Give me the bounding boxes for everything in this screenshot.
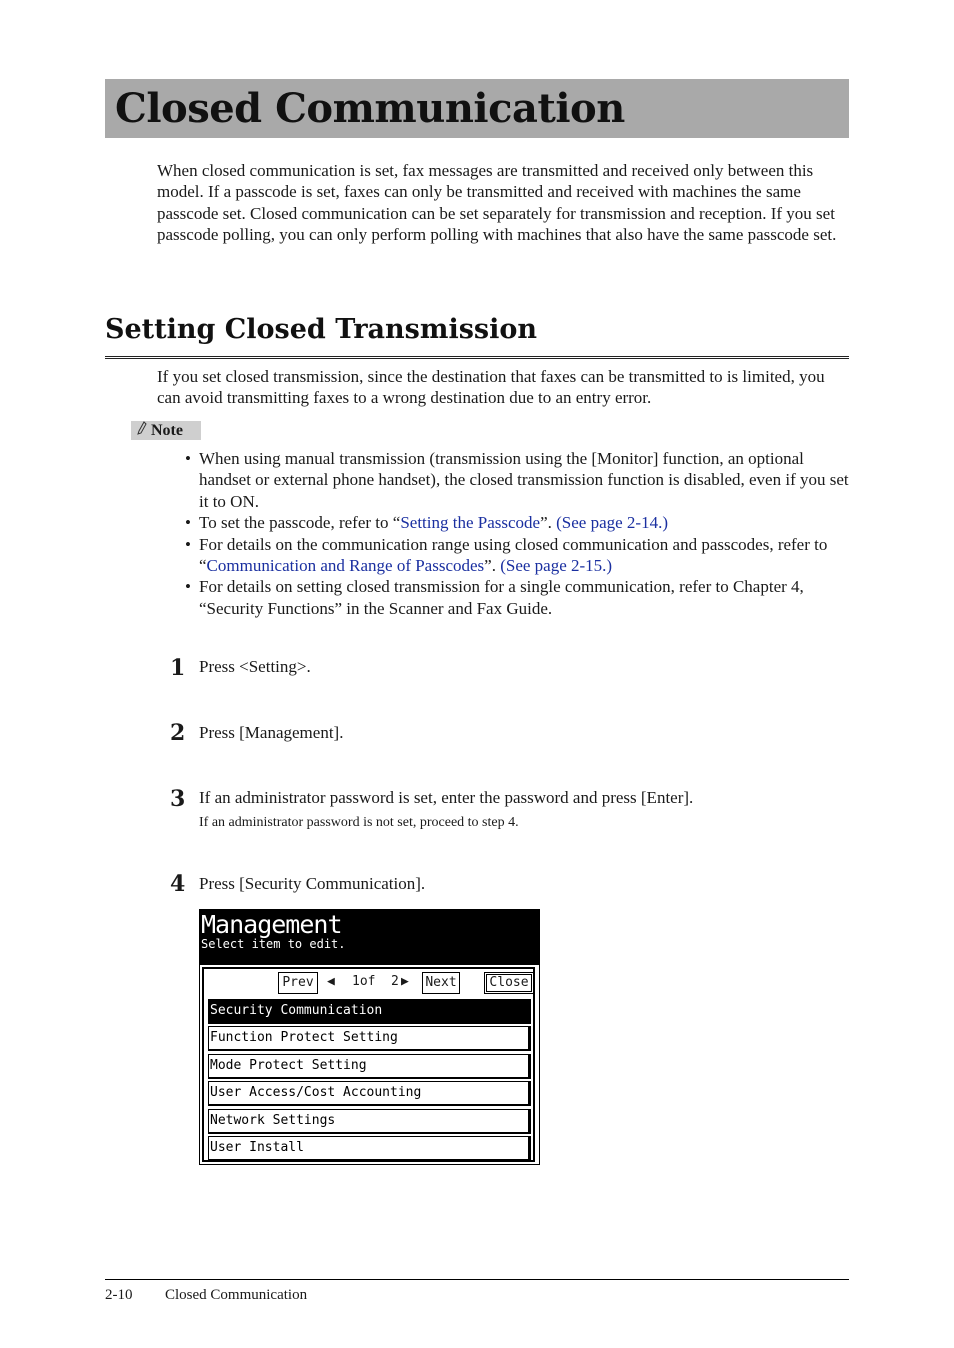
menu-item-function-protect-setting[interactable]: Function Protect Setting: [208, 1026, 531, 1051]
screen-subtitle: Select item to edit.: [201, 937, 346, 951]
note-item-text: To set the passcode, refer to “: [199, 513, 401, 533]
step-text-2: Press [Management].: [199, 723, 344, 742]
step-number-2: 2: [170, 720, 186, 746]
step-number-1: 1: [170, 655, 186, 681]
note-item-text: When using manual transmission (transmission using the [Monitor] function, an optional handset or external phone handset), the closed transmission function is disabled, even if you set it to ON.: [199, 449, 849, 511]
note-item-text: For details on setting closed transmission for a single communication, refer to Chapter 4, “Security Functions” in the Scanner and Fax Guide.: [199, 577, 804, 618]
note-item: [185, 512, 853, 533]
note-label-text: Note: [151, 422, 183, 439]
note-item-text: For details on the communication range using closed communication and passcodes, refer to “: [199, 534, 828, 576]
section-heading: Setting Closed Transmission: [105, 314, 537, 345]
step-text-3: If an administrator password is set, enter the password and press [Enter].: [199, 788, 694, 807]
step-text-4: Press [Security Communication].: [199, 874, 426, 893]
footer-divider: [105, 1279, 849, 1280]
triangle-left-icon[interactable]: ◀: [327, 974, 335, 989]
note-list: [185, 448, 853, 619]
link-page-2-15[interactable]: (See page 2-15.): [500, 556, 613, 576]
link-communication-range[interactable]: Communication and Range of Passcodes: [206, 556, 485, 576]
menu-item-user-access-cost-accounting[interactable]: User Access/Cost Accounting: [208, 1081, 531, 1106]
screen-title: Management: [201, 910, 342, 939]
link-page-2-14[interactable]: (See page 2-14.): [556, 513, 668, 533]
page-total: 2: [391, 974, 399, 989]
section-paragraph: If you set closed transmission, since the destination that faxes can be transmitted to is limited, you can avoid transmitting faxes to a wrong destination due to an entry error.: [157, 367, 825, 408]
title-banner: [105, 79, 849, 138]
menu-item-network-settings[interactable]: Network Settings: [208, 1109, 531, 1134]
note-item: [185, 448, 853, 512]
footer-chapter: Closed Communication: [165, 1287, 308, 1303]
screen-menu-frame: [202, 967, 535, 1162]
screen-header: [200, 910, 539, 965]
intro-paragraph: When closed communication is set, fax messages are transmitted and received only between this model. If a passcode is set, faxes can only be transmitted and received with machines the same passcode set. Closed communication can be set separately for transmission and reception. If you set passcode polling, you can only perform polling with machines that also have the same passcode set.: [157, 161, 837, 245]
link-setting-passcode[interactable]: Setting the Passcode: [400, 513, 541, 533]
step-number-3: 3: [170, 786, 186, 812]
step-subtext-3: If an administrator password is not set, proceed to step 4.: [199, 815, 519, 830]
management-screen: [199, 909, 540, 1165]
close-button[interactable]: Close: [484, 972, 534, 994]
note-item: [185, 576, 853, 619]
menu-item-security-communication[interactable]: Security Communication: [208, 999, 531, 1024]
note-item-text: ”.: [484, 556, 501, 576]
next-button[interactable]: Next: [422, 972, 460, 994]
section-heading-block: [105, 312, 849, 359]
page-current: 1of: [352, 974, 376, 989]
note-item-text: ”.: [540, 513, 557, 533]
page-title: Closed Communication: [115, 85, 625, 132]
triangle-right-icon[interactable]: ▶: [401, 974, 409, 989]
step-text-1: Press <Setting>.: [199, 657, 311, 676]
note-item: [185, 534, 853, 577]
note-label: [131, 421, 201, 440]
menu-item-user-install[interactable]: User Install: [208, 1136, 531, 1161]
menu-item-mode-protect-setting[interactable]: Mode Protect Setting: [208, 1054, 531, 1079]
prev-button[interactable]: Prev: [278, 972, 318, 994]
pencil-icon: [137, 421, 147, 440]
footer-page-number: 2-10: [105, 1287, 133, 1303]
step-number-4: 4: [170, 871, 186, 897]
